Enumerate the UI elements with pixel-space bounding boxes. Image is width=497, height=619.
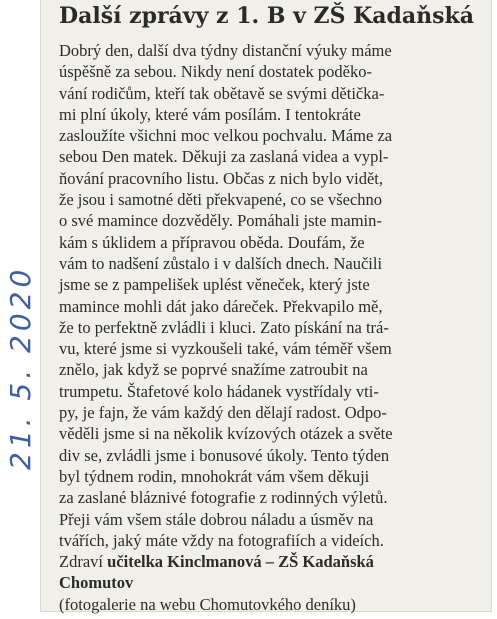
article-line: tvářích, jaký máte vždy na fotografiích a videích. [59,530,384,550]
article-line: mi plní úkoly, které vám posílám. I tentokráte [59,104,361,124]
article-line: Dobrý den, další dva týdny distanční výuky máme [59,41,392,60]
closing-greeting: Zdraví [59,552,108,572]
article-body [59,40,483,615]
article-line: že jsou i samotné děti překvapené, co se všechno [59,190,383,210]
article-line: znělo, jak když se poprvé snažíme zatroubit na [59,360,368,380]
article-headline: Další zprávy z 1. B v ZŠ Kadaňská [59,3,475,29]
photo-gallery-note: (fotogalerie na webu Chomutovkého deníku) [59,594,356,614]
article-line: úspěšně za sebou. Nikdy není dostatek poděko- [59,62,372,82]
article-line: trumpetu. Štafetové kolo hádanek vystřídaly vti- [59,381,379,401]
signature-author: učitelka Kinclmanová – ZŠ Kadaňská [107,552,374,572]
article-line: kám s úklidem a přípravou oběda. Doufám, že [59,232,365,252]
article-line: vání rodičům, kteří tak obětavě se svými dětička- [59,83,385,103]
signature-town: Chomutov [59,573,134,593]
article-line: ňování pracovního listu. Občas z nich bylo vidět, [59,168,383,188]
article-line: byl týdnem rodin, mnohokrát vám všem děkuji [59,466,370,486]
newspaper-clipping [40,0,492,612]
article-line: Přeji vám všem stále dobrou náladu a úsměv na [59,509,374,529]
handwritten-date: 21. 5. 2020 [4,265,37,470]
article-line: věděli jsme si na několik kvízových otázek a světe [59,424,393,444]
article-line: o své mamince dozvěděly. Pomáhali jste mamin- [59,211,382,231]
article-line: mamince mohli dát jako dáreček. Překvapilo mě, [59,296,383,316]
article-line: jsme se z pampelišek uplést věneček, který jste [59,275,370,295]
article-line: sebou Den matek. Děkuji za zaslaná videa a vypl- [59,147,389,167]
article-line: zasloužíte všichni moc velkou pochvalu. Máme za [59,126,393,146]
article-line: vu, které jsme si vyzkoušeli také, vám téměř všem [59,339,392,359]
closing-line [59,551,483,572]
article-line: div se, zvládli jsme i bonusové úkoly. Tento týden [59,445,390,465]
article-line: za zaslané bláznivé fotografie z rodinných výletů. [59,488,388,508]
article-line: py, je fajn, že vám každý den dělají radost. Odpo- [59,403,387,423]
article-line: vám to nadšení zůstalo i v dalších dnech. Naučili [59,253,383,273]
article-line: že to perfektně zvládli i kluci. Zato pískání na trá- [59,317,389,337]
